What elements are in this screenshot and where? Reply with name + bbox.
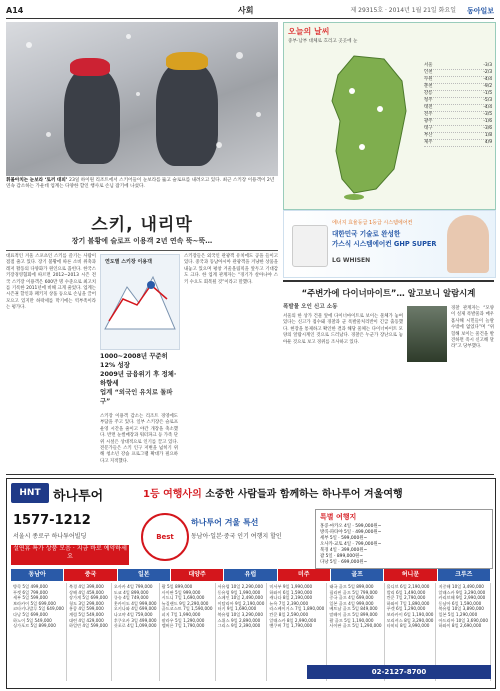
tour-item[interactable]: 뉴욕 7일 2,390,000 [269, 600, 309, 606]
tour-item[interactable]: 대련 4일 429,000 [68, 617, 104, 623]
tab-region[interactable]: 골프 [331, 569, 384, 581]
ad-tagline: 에너지 효율등급 1등급 시스템에어컨 [332, 220, 413, 226]
tour-item[interactable]: 아드리아 10일 3,690,000 [438, 617, 488, 623]
skier-photo [6, 22, 278, 176]
article-subhead: 장기 불황에 슬로프 이용객 2년 연속 뚝∼뚝… [71, 237, 213, 245]
tour-column [112, 583, 160, 681]
right-article [283, 280, 494, 470]
cloud-icon [359, 144, 365, 150]
tour-item[interactable]: 시드니 7일 1,690,000 [161, 595, 205, 601]
weather-row: 춘천 -9/2 [424, 84, 492, 89]
right-article-title: “주변가에 다이너마이트”… 알고보니 알람시계 [283, 280, 494, 304]
tour-item[interactable]: 하얼빈 4일 599,000 [68, 623, 108, 629]
best-badge: Best [141, 513, 189, 561]
weather-row: 청주 -5/3 [424, 98, 492, 103]
photo-caption [6, 178, 278, 208]
skier-helmet [70, 58, 110, 76]
right-article-body-2: 경찰 관계자는 “모양이 실제 폭발물과 매우 흡사해 시민들이 놀랄 수밖에 없었다”며 “위험해 보이는 물건을 발견하면 즉시 신고해 달라”고 당부했다. [451, 306, 494, 350]
list-item[interactable]: 세부 5일 · 599,000원~ [320, 536, 368, 541]
slogan-text: 소중한 사람들과 함께하는 하나투어 겨울여행 [205, 489, 403, 500]
right-article-body: 서울의 한 상가 건물 앞에 다이너마이트로 보이는 물체가 놓여 있다는 신고가 접수돼 경찰과 군 폭발물처리반이 긴급 출동했다. 현장을 통제하고 확인한 결과 해당 물체는 다이너마이트 모양의 알람시계인 것으로 드러났다. 경찰은 누군가 장난으로 놓아둔 것으로 보고 경위를 조사하고 있다. [283, 314, 403, 345]
weather-row: 인천 -2/3 [424, 70, 492, 75]
korea-map [314, 51, 424, 201]
ad-divider [6, 474, 494, 475]
region-tabs [11, 569, 491, 581]
snowflake [136, 92, 140, 96]
special-destinations [315, 509, 493, 569]
tour-item[interactable]: 싱가포르 5일 899,000 [13, 623, 56, 629]
tab-region[interactable]: 크루즈 [438, 569, 491, 581]
tour-item[interactable]: 스페인 10일 2,490,000 [217, 595, 263, 601]
tour-item[interactable]: 멜버른 7일 1,790,000 [161, 623, 205, 629]
ad-headline-2: 가스식 시스템에어컨 GHP SUPER [332, 240, 437, 248]
article-column-3: 스키장들은 외국인 관광객 유치에도 공을 들이고 있다. 중국과 동남아시아 관광객을 겨냥한 상품을 내놓고 있으며 평창 겨울올림픽을 앞두고 기대감도 크다. 한 업계 관계자는 “경기가 살아나야 스키 수요도 회복될 것”이라고 말했다. [184, 254, 278, 285]
tab-region[interactable]: 미주 [278, 569, 331, 581]
tour-item[interactable]: 밴쿠버 7일 1,790,000 [269, 623, 313, 629]
mountain-graphic [105, 269, 175, 329]
tour-item[interactable]: 태국 골프 5일 899,000 [329, 584, 374, 589]
tour-item[interactable]: 서유럽 10일 2,290,000 [217, 584, 263, 589]
skier-icon [147, 281, 155, 289]
hanatour-ad[interactable] [6, 478, 496, 689]
skier-helmet [166, 52, 208, 70]
tour-item[interactable]: 칸쿤 7일 2,790,000 [386, 595, 426, 601]
tour-item[interactable]: 골드코스트 7일 1,590,000 [161, 606, 213, 612]
tour-item[interactable]: 터키 9일 1,690,000 [217, 606, 257, 612]
cloud-icon [349, 88, 355, 94]
tour-item[interactable]: 말레이 골프 5일 899,000 [329, 611, 378, 617]
tour-item[interactable]: 다낭 5일 699,000 [13, 611, 48, 617]
promo-title: 하나투어 겨울 특선 [191, 518, 259, 527]
tab-region[interactable]: 동남아 [11, 569, 64, 581]
snowflake [26, 42, 32, 48]
divider [6, 250, 278, 251]
tour-item[interactable]: 스위스 9일 2,890,000 [217, 617, 261, 623]
promo-block [137, 513, 307, 567]
tour-item[interactable]: 필리핀 골프 5일 799,000 [329, 589, 378, 595]
pull-quote-line: 업계 “외국인 유치로 돌파구” [100, 388, 173, 405]
special-list [320, 524, 488, 566]
weather-row: 제주 4/9 [424, 140, 492, 145]
tour-item[interactable]: 세부 5일 599,000 [13, 595, 48, 601]
infographic [100, 254, 180, 350]
tour-item[interactable]: 이탈리아 9일 2,190,000 [217, 600, 265, 606]
tour-item[interactable]: 사이판 5일 999,000 [161, 589, 201, 595]
tour-item[interactable]: 삿포로 4일 1,099,000 [113, 623, 157, 629]
list-item[interactable]: 괌 5일 · 899,000원~ [320, 554, 363, 559]
tour-item[interactable]: 알래스카 9일 3,290,000 [438, 589, 486, 595]
pull-quote-line: 1000∼2008년 꾸준히 12% 성장 [100, 352, 168, 369]
slogan-highlight: 1등 여행사의 [143, 489, 202, 500]
lg-whisen-logo: LG WHISEN [332, 257, 371, 264]
tab-region[interactable]: 일본 [118, 569, 171, 581]
special-title: 특별 여행지 [320, 513, 357, 521]
tour-item[interactable]: 푸켓 6일 799,000 [13, 589, 48, 595]
infographic-title: 연도별 스키장 이용객 [105, 259, 152, 265]
tour-column [160, 583, 216, 681]
right-article-subhead: 폭발물 오인 신고 소동 [283, 304, 338, 310]
ad-model-image [447, 215, 489, 273]
tour-item[interactable]: 베트남 골프 5일 849,000 [329, 606, 378, 612]
caption-body: 23일 하이원 리조트에서 스키어들이 눈보라를 뚫고 슬로프를 내려오고 있다. 최근 스키장 이용객이 2년 연속 감소하는 가운데 업계는 다양한 할인 행사로 손님 잡기에 나섰다. [6, 178, 275, 190]
aircon-unit-image [292, 225, 328, 267]
tour-item[interactable]: 그리스 9일 2,390,000 [217, 623, 261, 629]
weather-row: 전주 -3/5 [424, 112, 492, 117]
tour-item[interactable]: 라스베이거스 7일 1,890,000 [269, 606, 325, 612]
tab-region[interactable]: 유럽 [224, 569, 277, 581]
tour-item[interactable]: 카리브해 9일 2,990,000 [438, 595, 486, 601]
snowflake [126, 34, 131, 39]
snowflake [216, 142, 222, 148]
caption-lead: 휘몰아치는 눈보라 ‘토끼 대피’ [6, 178, 68, 183]
list-item[interactable]: 북경 4일 · 399,000원~ [320, 548, 368, 553]
tour-item[interactable]: 보라카이 6일 1,190,000 [386, 611, 434, 617]
tab-region[interactable]: 중국 [64, 569, 117, 581]
article-headline: 스키, 내리막 [91, 215, 193, 235]
weather-table [424, 63, 492, 147]
page-header [6, 4, 494, 19]
section-title: 사회 [238, 6, 254, 15]
promo-subtitle: 동남아·일본·중국 인기 여행지 할인 [191, 533, 282, 540]
list-item[interactable]: 오사카·교토 4일 · 799,000원~ [320, 542, 382, 547]
tour-item[interactable]: 동유럽 9일 1,990,000 [217, 589, 261, 595]
skier-figure [64, 68, 120, 164]
tour-item[interactable]: 동남아 6일 1,590,000 [438, 600, 482, 606]
tour-item[interactable]: 도쿄 4일 899,000 [113, 589, 149, 595]
tour-item[interactable]: 일본 골프 4일 999,000 [329, 600, 374, 606]
weather-row: 부산 1/8 [424, 133, 492, 138]
tour-column [216, 583, 268, 681]
tab-region[interactable]: 허니문 [384, 569, 437, 581]
weather-title: 오늘의 날씨 [288, 27, 330, 36]
weather-row: 수원 -4/4 [424, 77, 492, 82]
weather-box [283, 22, 496, 210]
tour-item[interactable]: 모리셔스 8일 3,290,000 [386, 617, 434, 623]
tab-region[interactable]: 대양주 [171, 569, 224, 581]
tour-item[interactable]: 사이판 골프 5일 1,290,000 [329, 623, 382, 629]
tour-item[interactable]: 칸쿤 8일 2,590,000 [269, 611, 309, 617]
weather-row: 대전 -4/4 [424, 105, 492, 110]
map-landmass [332, 56, 406, 193]
tour-item[interactable]: 홍콩 4일 599,000 [68, 606, 104, 612]
weather-row: 강릉 -1/5 [424, 91, 492, 96]
tour-item[interactable]: 중국 골프 4일 699,000 [329, 595, 374, 601]
snowflake [236, 52, 243, 59]
article-column-2: 스키장 이용객 감소는 리조트 경영에도 부담을 주고 있다. 일부 스키장은 슬로프 운영 시간을 줄이고 야간 개장을 축소했다. 반면 눈썰매장과 워터파크 등 가족 단위 시설은 상대적으로 인기를 끌고 있다. 전문가들은 스키 인구 저변을 넓히기 위해 청소년 강습 프로그램 확대가 필요하다고 지적했다. [100, 414, 178, 464]
tour-item[interactable]: 방콕 5일 499,000 [13, 584, 48, 589]
tour-item[interactable]: 홋카이도 4일 999,000 [113, 600, 157, 606]
tour-item[interactable]: 뉴질랜드 9일 2,290,000 [161, 600, 209, 606]
tour-item[interactable]: 보라카이 5일 699,000 [13, 600, 56, 606]
hanatour-logo [11, 483, 131, 505]
tour-item[interactable]: 후쿠오카 3일 499,000 [113, 617, 157, 623]
tour-item[interactable]: 몰디브 6일 2,190,000 [386, 584, 430, 589]
tour-item[interactable]: 하와이 6일 1,590,000 [269, 589, 313, 595]
tour-item[interactable]: 코타키나발루 5일 649,000 [13, 606, 64, 612]
page-number: A14 [6, 6, 24, 15]
tour-item[interactable]: 큐슈 4일 749,000 [113, 595, 149, 601]
hanatour-name: 하나투어 [53, 489, 104, 504]
tour-item[interactable]: 발리 6일 1,490,000 [386, 589, 426, 595]
tour-item[interactable]: 오키나와 4일 699,000 [113, 606, 157, 612]
tour-item[interactable]: 북유럽 10일 3,290,000 [217, 611, 263, 617]
tour-item[interactable]: 하와이 8일 2,690,000 [438, 623, 482, 629]
pull-quote [100, 352, 178, 410]
hnt-logo-mark: HNT [11, 483, 49, 503]
tour-item[interactable]: 미서부 9일 1,990,000 [269, 584, 313, 589]
tour-item[interactable]: 괌 골프 5일 1,190,000 [329, 617, 374, 623]
tour-item[interactable]: 북유럽 10일 3,890,000 [438, 606, 484, 612]
list-item[interactable]: 홍콩·마카오 4일 · 599,000원~ [320, 524, 382, 529]
skier-figure [156, 62, 218, 166]
tour-item[interactable]: 팔라우 5일 1,290,000 [161, 617, 205, 623]
tour-item[interactable]: 일본 5일 1,290,000 [438, 611, 478, 617]
article-column-1: 대표적인 겨울 스포츠인 스키를 즐기는 사람이 점점 줄고 있다. 장기 불황에 따른 소비 위축과 레저 활동의 다양화가 원인으로 꼽힌다. 한국스키장경영협회에 따르면 2012∼2013 시즌 전국 스키장 이용객은 600만 명 수준으로 최고치를 기록한 2011년에 비해 크게 줄었다. 업계는 시즌권 할인과 패키지 상품 등으로 손님을 끌어 모으고 있지만 하락세를 막기에는 역부족이라는 평가다. [6, 254, 96, 311]
tour-column [67, 583, 112, 681]
mountain-shape [105, 277, 175, 329]
ad-slogan [143, 485, 403, 500]
list-item[interactable]: 방콕·파타야 5일 · 499,000원~ [320, 530, 382, 535]
tour-item[interactable]: 괌 5일 899,000 [161, 584, 193, 589]
tour-item[interactable]: 알래스카 8일 2,990,000 [269, 617, 317, 623]
issue-date: 제 29315호 · 2014년 1월 21일 화요일 [350, 7, 456, 14]
list-item[interactable]: 다낭 5일 · 699,000원~ [320, 560, 368, 565]
tour-item[interactable]: 장가계 5일 699,000 [68, 595, 108, 601]
tour-item[interactable]: 푸켓 6일 1,290,000 [386, 606, 426, 612]
lg-aircon-ad[interactable] [283, 210, 496, 278]
alarm-clock-photo [407, 306, 447, 362]
phone-number[interactable]: 1577-1212 [13, 513, 91, 528]
snowflake [46, 132, 51, 137]
snow-icon [377, 106, 383, 112]
tour-item[interactable]: 청도 3일 299,000 [68, 600, 104, 606]
snowflake [256, 112, 261, 117]
jeju-island [344, 194, 364, 200]
tour-item[interactable]: 피지 7일 1,990,000 [161, 611, 201, 617]
promo-bar[interactable]: 설연휴 특가 상품 모음 · 지금 바로 예약하세요 [11, 545, 129, 565]
address: 서울시 종로구 하나투어빌딩 [13, 533, 87, 540]
tour-item[interactable]: 나고야 4일 759,000 [113, 611, 153, 617]
weather-row: 대구 -3/6 [424, 126, 492, 131]
weather-row: 서울 -3/3 [424, 63, 492, 68]
tour-item[interactable]: 계림 5일 549,000 [68, 611, 104, 617]
tour-item[interactable]: 상해 4일 459,000 [68, 589, 104, 595]
tour-item[interactable]: 북경 4일 399,000 [68, 584, 104, 589]
ad-headline-1: 대한민국 기술로 완성한 [332, 230, 401, 238]
tour-item[interactable]: 타히티 8일 3,990,000 [386, 623, 430, 629]
tour-item[interactable]: 하노이 5일 549,000 [13, 617, 52, 623]
newspaper-logo: 동아일보 [466, 7, 494, 15]
reservation-phone[interactable]: 02-2127-8700 [307, 665, 491, 679]
tour-item[interactable]: 하와이 7일 1,890,000 [386, 600, 430, 606]
pull-quote-line: 2009년 금융위기 후 정체·하향세 [100, 370, 177, 387]
weather-subtitle: 중부·남부 대체로 흐리고 곳곳에 눈 [288, 39, 358, 44]
weather-row: 광주 -1/6 [424, 119, 492, 124]
tour-item[interactable]: 지중해 10일 3,490,000 [438, 584, 484, 589]
tour-item[interactable]: 오사카 4일 799,000 [113, 584, 153, 589]
tour-column [11, 583, 67, 681]
tour-item[interactable]: 캐나다 8일 2,190,000 [269, 595, 313, 601]
